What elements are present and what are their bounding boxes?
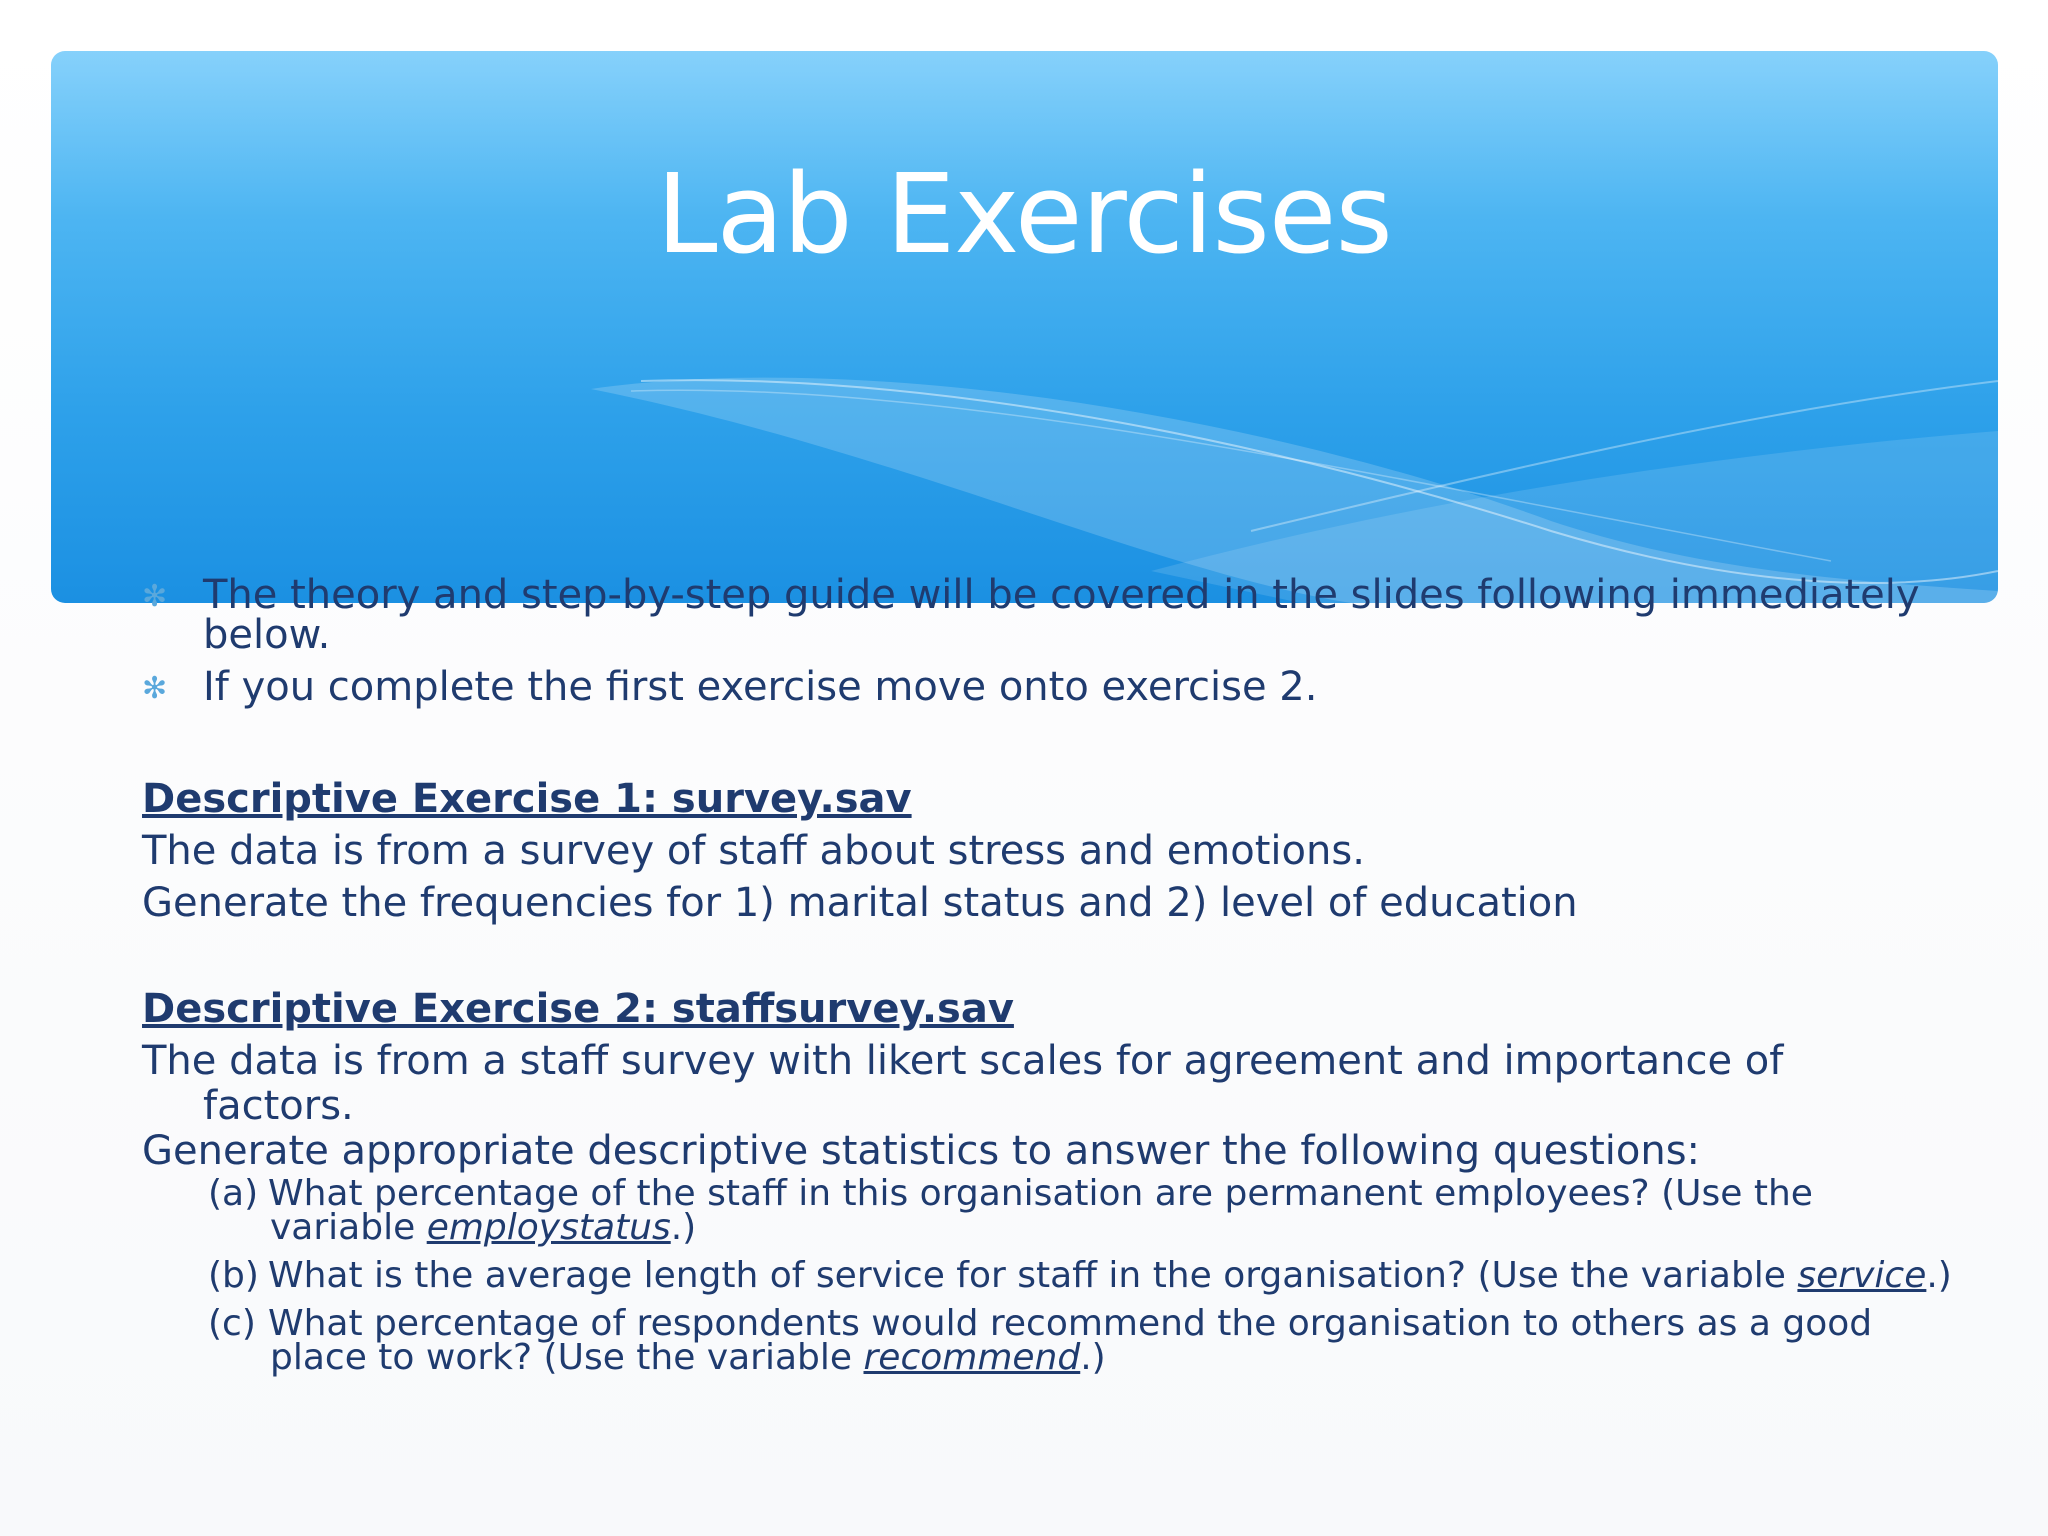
exercise1-heading: Descriptive Exercise 1: survey.sav: [142, 776, 912, 822]
variable-name: service: [1797, 1255, 1927, 1296]
title-banner: [51, 51, 1998, 603]
exercise2-description: The data is from a staff survey with likert scales for agreement and importance of factors.: [142, 1038, 1784, 1129]
variable-name: recommend: [863, 1337, 1081, 1378]
question-a: (a) What percentage of the staff in this organisation are permanent employees? (Use the variable employstatus.): [208, 1173, 1813, 1248]
slide-title: Lab Exercises: [656, 150, 1392, 278]
bullet-item: ✻ If you complete the first exercise move onto exercise 2.: [142, 664, 1318, 710]
variable-name: employstatus: [426, 1207, 671, 1248]
bullet-item: ✻ The theory and step-by-step guide will be covered in the slides following immediately below.: [142, 572, 1920, 658]
wave-decoration: [51, 51, 1998, 603]
asterisk-bullet-icon: ✻: [142, 579, 168, 614]
slide-body: [142, 572, 1972, 1389]
question-b: (b) What is the average length of service for staff in the organisation? (Use the variable service.): [208, 1255, 1952, 1296]
exercise1-task: Generate the frequencies for 1) marital status and 2) level of education: [142, 880, 1578, 926]
question-c: (c) What percentage of respondents would recommend the organisation to others as a good place to work? (Use the variable recommend.): [208, 1303, 1873, 1378]
asterisk-bullet-icon: ✻: [142, 671, 168, 706]
exercise1-description: The data is from a survey of staff about stress and emotions.: [142, 828, 1365, 874]
exercise2-heading: Descriptive Exercise 2: staffsurvey.sav: [142, 986, 1014, 1032]
exercise2-task: Generate appropriate descriptive statistics to answer the following questions:: [142, 1128, 1701, 1174]
